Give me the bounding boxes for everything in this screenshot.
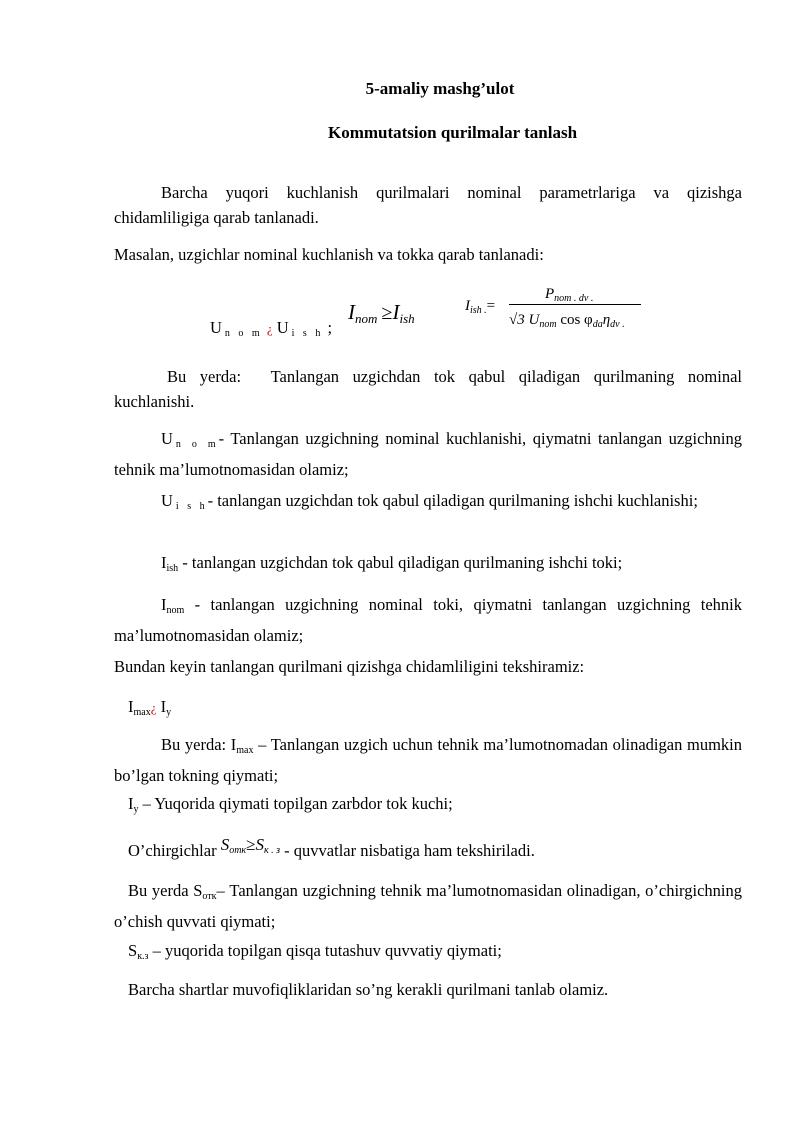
- paragraph-text: Tanlangan uzgichdan tok qabul qiladigan qurilmaning nominal kuchlanishi.: [114, 367, 742, 411]
- formula-imax: [128, 694, 171, 725]
- formula-subscript: ish .: [470, 305, 487, 316]
- formula-symbol: P: [545, 286, 555, 302]
- term-symbol: U: [161, 491, 173, 510]
- paragraph-breaker-check: [128, 835, 535, 869]
- paragraph-uish: [114, 488, 742, 519]
- paragraph-text: - tanlangan uzgichdan tok qabul qiladigan qurilmaning ishchi kuchlanishi;: [207, 491, 698, 510]
- term-subscript: y: [133, 804, 139, 815]
- term-symbol: I: [160, 697, 167, 716]
- term-subscript: i s h: [175, 501, 208, 512]
- formula-subscript: nom . dv .: [554, 293, 594, 304]
- term-subscript: y: [166, 707, 172, 718]
- term-subscript: n o m: [175, 439, 219, 450]
- paragraph-unom: [114, 426, 742, 482]
- document-subtitle: Kommutatsion qurilmalar tanlash: [327, 123, 578, 142]
- formula-subscript: nom: [355, 311, 378, 326]
- term-subscript: max: [236, 745, 254, 756]
- paragraph-conclusion: Barcha shartlar muvofiqliklaridan so’ng kerakli qurilmani tanlab olamiz.: [128, 980, 609, 999]
- term-symbol: I: [128, 794, 134, 813]
- formula-denominator: [509, 308, 625, 337]
- formula-operator: ≥: [381, 302, 393, 324]
- paragraph-skz-desc: [128, 938, 502, 969]
- formula-current-condition: [348, 300, 415, 331]
- paragraph-text: – yuqorida topilgan qisqa tutashuv quvvatiy qiymati;: [148, 941, 502, 960]
- formula-operator: ≥: [246, 835, 256, 854]
- formula-operator: =: [486, 298, 496, 314]
- paragraph-text: – Tanlangan uzgichning tehnik ma’lumotnomasidan olinadigan, o’chirgichning o’chish quvvati qiymati;: [114, 881, 742, 931]
- paragraph-text: - tanlangan uzgichdan tok qabul qiladigan qurilmaning ishchi toki;: [178, 553, 623, 572]
- formula-power-condition: [221, 835, 280, 854]
- formula-operator: ¿: [266, 321, 273, 336]
- formula-numerator: [545, 282, 593, 311]
- term-symbol: I: [161, 553, 167, 572]
- term-symbol: U: [161, 429, 173, 448]
- formula-symbol: U: [210, 318, 222, 337]
- paragraph-sotk-desc: [114, 878, 742, 934]
- paragraph-iy-desc: [128, 791, 453, 822]
- term-subscript: nom: [166, 605, 185, 616]
- paragraph-text: - Tanlangan uzgichning nominal kuchlanishi, qiymatni tanlangan uzgichning tehnik ma’lumotnomasidan olamiz;: [114, 429, 742, 479]
- formula-symbol: I: [465, 298, 470, 314]
- formula-symbol: S: [220, 835, 230, 854]
- paragraph-heating-check: Bundan keyin tanlangan qurilmani qizishga chidamliligini tekshiramiz:: [114, 657, 585, 676]
- formula-subscript: i s h: [291, 328, 324, 339]
- paragraph-lead: O’chirgichlar: [128, 841, 221, 860]
- formula-working-current: [465, 282, 655, 332]
- formula-symbol: √3 U: [509, 312, 540, 328]
- formula-subscript: ish: [399, 311, 415, 326]
- term-subscript: к.з: [137, 951, 149, 962]
- formula-symbol: I: [392, 300, 400, 324]
- paragraph-lead: Bu yerda:: [167, 367, 242, 386]
- formula-subscript: n o m: [224, 328, 263, 339]
- formula-subscript: da: [592, 319, 603, 330]
- formula-subscript: отк: [229, 845, 247, 856]
- formula-operator: ¿: [150, 700, 157, 715]
- formula-symbol: η: [602, 312, 611, 328]
- paragraph-example: Masalan, uzgichlar nominal kuchlanish va tokka qarab tanlanadi:: [114, 245, 544, 264]
- term-symbol: I: [128, 697, 134, 716]
- paragraph-inom: [114, 592, 742, 648]
- formula-lhs: [465, 294, 495, 323]
- paragraph-text: - tanlangan uzgichning nominal toki, qiymatni tanlangan uzgichning tehnik ma’lumotnomasidan olamiz;: [114, 595, 742, 645]
- paragraph-iish: [114, 550, 742, 581]
- term-subscript: ish: [166, 563, 179, 574]
- formula-symbol: I: [348, 300, 355, 324]
- term-symbol: S: [128, 941, 138, 960]
- formula-symbol: S: [255, 835, 264, 854]
- term-symbol: I: [161, 595, 167, 614]
- formula-subscript: dv .: [610, 319, 625, 330]
- formula-symbol: U: [276, 318, 289, 337]
- term-subscript: отк: [202, 891, 217, 902]
- paragraph-text: – Yuqorida qiymati topilgan zarbdor tok kuchi;: [138, 794, 453, 813]
- formula-subscript: к . з: [263, 845, 281, 856]
- formula-symbol: cos φ: [560, 312, 593, 328]
- paragraph-intro: Barcha yuqori kuchlanish qurilmalari nominal parametrlariga va qizishga chidamliligiga qarab tanlanadi.: [114, 183, 742, 227]
- paragraph-lead: Bu yerda S: [128, 881, 203, 900]
- formula-punct: ;: [327, 318, 333, 337]
- paragraph-where: [114, 364, 742, 414]
- paragraph-text: – Tanlangan uzgich uchun tehnik ma’lumotnomadan olinadigan mumkin bo’lgan tokning qiymati;: [114, 735, 742, 785]
- paragraph-lead: Bu yerda: I: [161, 735, 237, 754]
- fraction-bar: [509, 304, 641, 305]
- formula-voltage-condition: [210, 315, 332, 346]
- document-title: 5-amaliy mashg’ulot: [365, 79, 515, 98]
- formula-subscript: nom: [539, 319, 557, 330]
- paragraph-imax-desc: [114, 732, 742, 788]
- term-subscript: max: [133, 707, 151, 718]
- paragraph-text: - quvvatlar nisbatiga ham tekshiriladi.: [280, 841, 535, 860]
